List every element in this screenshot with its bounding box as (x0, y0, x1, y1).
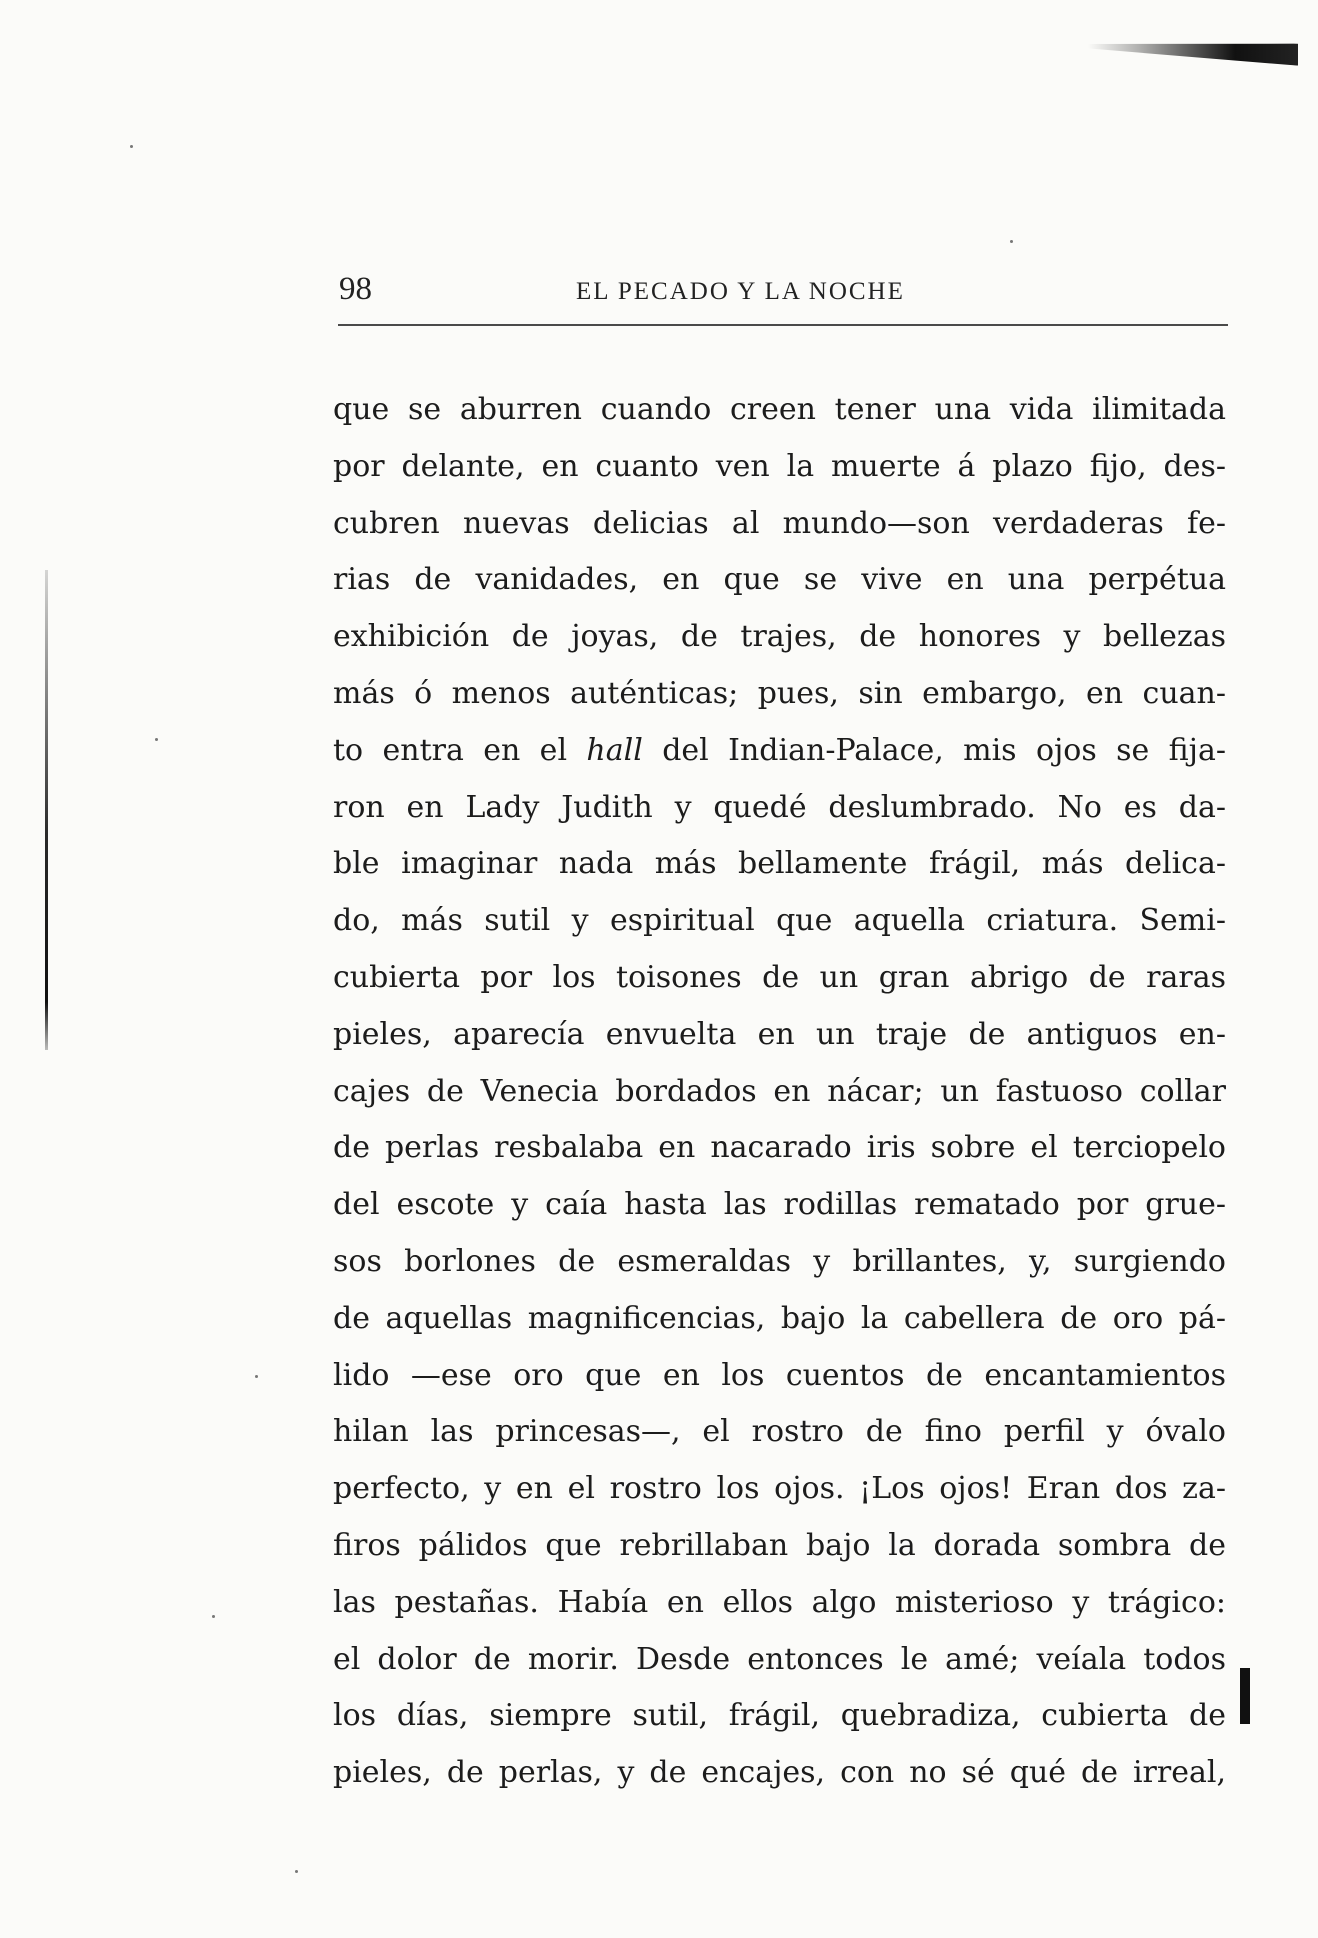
text-line: las pestañas. Había en ellos algo misterioso y trágico: (333, 1584, 1226, 1620)
text-line: cubren nuevas delicias al mundo—son verdaderas fe- (333, 505, 1226, 541)
paper-speck (1010, 240, 1013, 243)
paper-speck (130, 145, 133, 148)
text-line: do, más sutil y espiritual que aquella criatura. Semi- (333, 903, 1226, 939)
paper-speck (255, 1375, 258, 1378)
paper-speck (212, 1615, 215, 1618)
paper-speck (155, 738, 158, 741)
text-line: pieles, de perlas, y de encajes, con no sé qué de irreal, (333, 1755, 1226, 1791)
text-line: por delante, en cuanto ven la muerte á plazo fijo, des- (333, 448, 1226, 484)
text-line: sos borlones de esmeraldas y brillantes, y, surgiendo (333, 1243, 1226, 1279)
text-span: del Indian-Palace, mis ojos se fija- (642, 732, 1227, 768)
text-line: rias de vanidades, en que se vive en una perpétua (333, 562, 1226, 598)
text-line: perfecto, y en el rostro los ojos. ¡Los ojos! Eran dos za- (333, 1471, 1226, 1507)
binding-edge-shadow (45, 570, 48, 1050)
text-line: ble imaginar nada más bellamente frágil, más delica- (333, 846, 1226, 882)
text-line: ron en Lady Judith y quedé deslumbrado. No es da- (333, 789, 1226, 825)
paper-speck (295, 1870, 298, 1873)
text-line: de perlas resbalaba en nacarado iris sobre el terciopelo (333, 1130, 1226, 1166)
scan-edge-mark (1240, 1668, 1250, 1724)
text-line: que se aburren cuando creen tener una vida ilimitada (333, 392, 1226, 427)
text-line: cubierta por los toisones de un gran abrigo de raras (333, 959, 1226, 995)
text-line: los días, siempre sutil, frágil, quebradiza, cubierta de (333, 1698, 1226, 1734)
text-line: de aquellas magnificencias, bajo la cabellera de oro pá- (333, 1300, 1226, 1336)
running-head (331, 268, 1227, 310)
scan-smudge (1088, 36, 1298, 65)
book-title: EL PECADO Y LA NOCHE (576, 278, 905, 305)
text-line: el dolor de morir. Desde entonces le amé; veíala todos (333, 1641, 1226, 1677)
text-span: to entra en el (333, 732, 587, 768)
body-text (333, 382, 1226, 1802)
text-line: del escote y caía hasta las rodillas rematado por grue- (333, 1187, 1226, 1223)
italic-term: hall (586, 732, 643, 768)
text-line: pieles, aparecía envuelta en un traje de antiguos en- (333, 1016, 1226, 1052)
page-number: 98 (339, 271, 372, 307)
text-line: lido —ese oro que en los cuentos de encantamientos (333, 1357, 1226, 1393)
text-line: más ó menos auténticas; pues, sin embargo, en cuan- (333, 675, 1226, 711)
text-line: firos pálidos que rebrillaban bajo la dorada sombra de (333, 1527, 1226, 1563)
text-line: exhibición de joyas, de trajes, de honores y bellezas (333, 619, 1226, 655)
text-line: cajes de Venecia bordados en nácar; un fastuoso collar (333, 1073, 1226, 1109)
text-line (333, 723, 1226, 780)
header-rule (338, 324, 1228, 326)
text-line: hilan las princesas—, el rostro de fino perfil y óvalo (333, 1414, 1226, 1450)
